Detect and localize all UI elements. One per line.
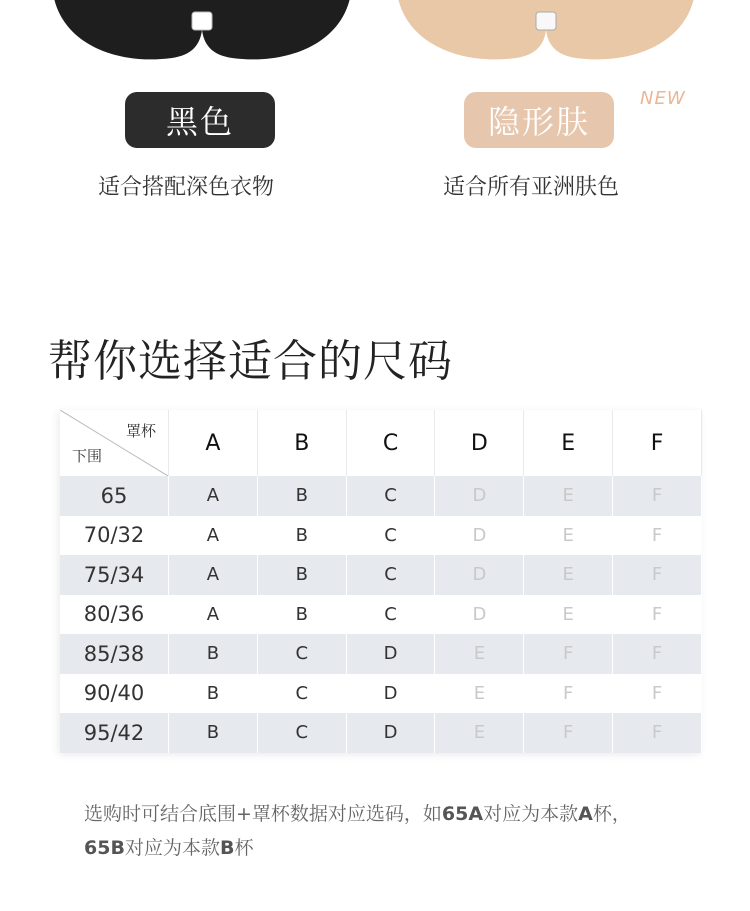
note-text: 杯， — [592, 803, 631, 825]
cup-size-cell: B — [169, 713, 258, 753]
note-text: 选购时可结合底围+罩杯数据对应选码，如 — [84, 803, 442, 825]
cup-size-cell: A — [169, 476, 258, 516]
note-text: 对应为本款 — [124, 837, 220, 859]
cup-size-cell: F — [613, 674, 702, 714]
band-size-cell: 95/42 — [60, 713, 169, 753]
cup-size-cell: F — [524, 634, 613, 674]
cup-header: E — [524, 410, 613, 476]
cup-size-cell: F — [613, 634, 702, 674]
cup-size-cell: C — [346, 595, 435, 635]
cup-size-cell: F — [524, 674, 613, 714]
black-color-description: 适合搭配深色衣物 — [98, 175, 275, 200]
cup-size-cell: F — [613, 516, 702, 556]
cup-header: D — [435, 410, 524, 476]
black-color-label: 黑色 — [125, 92, 275, 148]
cup-size-cell: A — [169, 555, 258, 595]
band-size-cell: 65 — [60, 476, 169, 516]
skin-color-description: 适合所有亚洲肤色 — [443, 175, 620, 200]
size-table-header — [60, 410, 702, 476]
table-row — [60, 595, 702, 635]
cup-size-cell: D — [346, 634, 435, 674]
cup-size-cell: A — [169, 516, 258, 556]
cup-size-cell: E — [524, 516, 613, 556]
cup-size-cell: C — [346, 476, 435, 516]
cup-size-cell: B — [169, 674, 258, 714]
skin-color-label: 隐形肤 — [464, 92, 614, 148]
cup-size-cell: B — [257, 555, 346, 595]
cup-size-cell: D — [346, 674, 435, 714]
size-chart — [60, 410, 702, 753]
band-axis-label: 下围 — [72, 447, 103, 465]
table-row — [60, 674, 702, 714]
size-guide-title: 帮你选择适合的尺码 — [48, 336, 453, 388]
cup-size-cell: F — [613, 595, 702, 635]
skin-product-image — [396, 0, 696, 66]
cup-size-cell: F — [613, 476, 702, 516]
cup-header: F — [613, 410, 702, 476]
cup-size-cell: D — [435, 476, 524, 516]
size-selection-note — [84, 797, 704, 865]
table-row — [60, 555, 702, 595]
cup-size-cell: C — [346, 516, 435, 556]
cup-size-cell: D — [435, 595, 524, 635]
table-row — [60, 713, 702, 753]
cup-size-cell: A — [169, 595, 258, 635]
cup-size-cell: D — [435, 555, 524, 595]
note-size-example: 65B — [84, 837, 125, 859]
cup-size-cell: D — [346, 713, 435, 753]
cup-header: A — [169, 410, 258, 476]
cup-axis-label: 罩杯 — [125, 422, 156, 440]
cup-size-cell: E — [435, 674, 524, 714]
band-size-cell: 85/38 — [60, 634, 169, 674]
size-table — [60, 410, 702, 753]
note-size-example: 65A — [441, 803, 484, 825]
cup-header: C — [346, 410, 435, 476]
cup-size-cell: C — [257, 713, 346, 753]
cup-size-cell: D — [435, 516, 524, 556]
cup-size-cell: E — [435, 713, 524, 753]
cup-size-cell: C — [346, 555, 435, 595]
table-row — [60, 634, 702, 674]
cup-size-cell: E — [435, 634, 524, 674]
band-size-cell: 75/34 — [60, 555, 169, 595]
note-text: 对应为本款 — [483, 803, 579, 825]
cup-size-cell: F — [613, 713, 702, 753]
black-product-image — [52, 0, 352, 66]
table-corner-cell — [60, 410, 169, 476]
cup-size-cell: B — [257, 516, 346, 556]
new-badge: NEW — [640, 88, 686, 109]
cup-size-cell: B — [257, 476, 346, 516]
note-cup-example: A — [578, 803, 593, 825]
cup-size-cell: B — [169, 634, 258, 674]
table-row — [60, 516, 702, 556]
cup-header: B — [257, 410, 346, 476]
cup-size-cell: E — [524, 476, 613, 516]
cup-size-cell: E — [524, 595, 613, 635]
band-size-cell: 90/40 — [60, 674, 169, 714]
cup-size-cell: C — [257, 674, 346, 714]
band-size-cell: 70/32 — [60, 516, 169, 556]
cup-size-cell: F — [613, 555, 702, 595]
cup-size-cell: C — [257, 634, 346, 674]
table-row — [60, 476, 702, 516]
cup-size-cell: B — [257, 595, 346, 635]
band-size-cell: 80/36 — [60, 595, 169, 635]
note-text: 杯 — [234, 837, 254, 859]
cup-size-cell: E — [524, 555, 613, 595]
size-table-body — [60, 476, 702, 753]
cup-size-cell: F — [524, 713, 613, 753]
note-cup-example: B — [219, 837, 235, 859]
